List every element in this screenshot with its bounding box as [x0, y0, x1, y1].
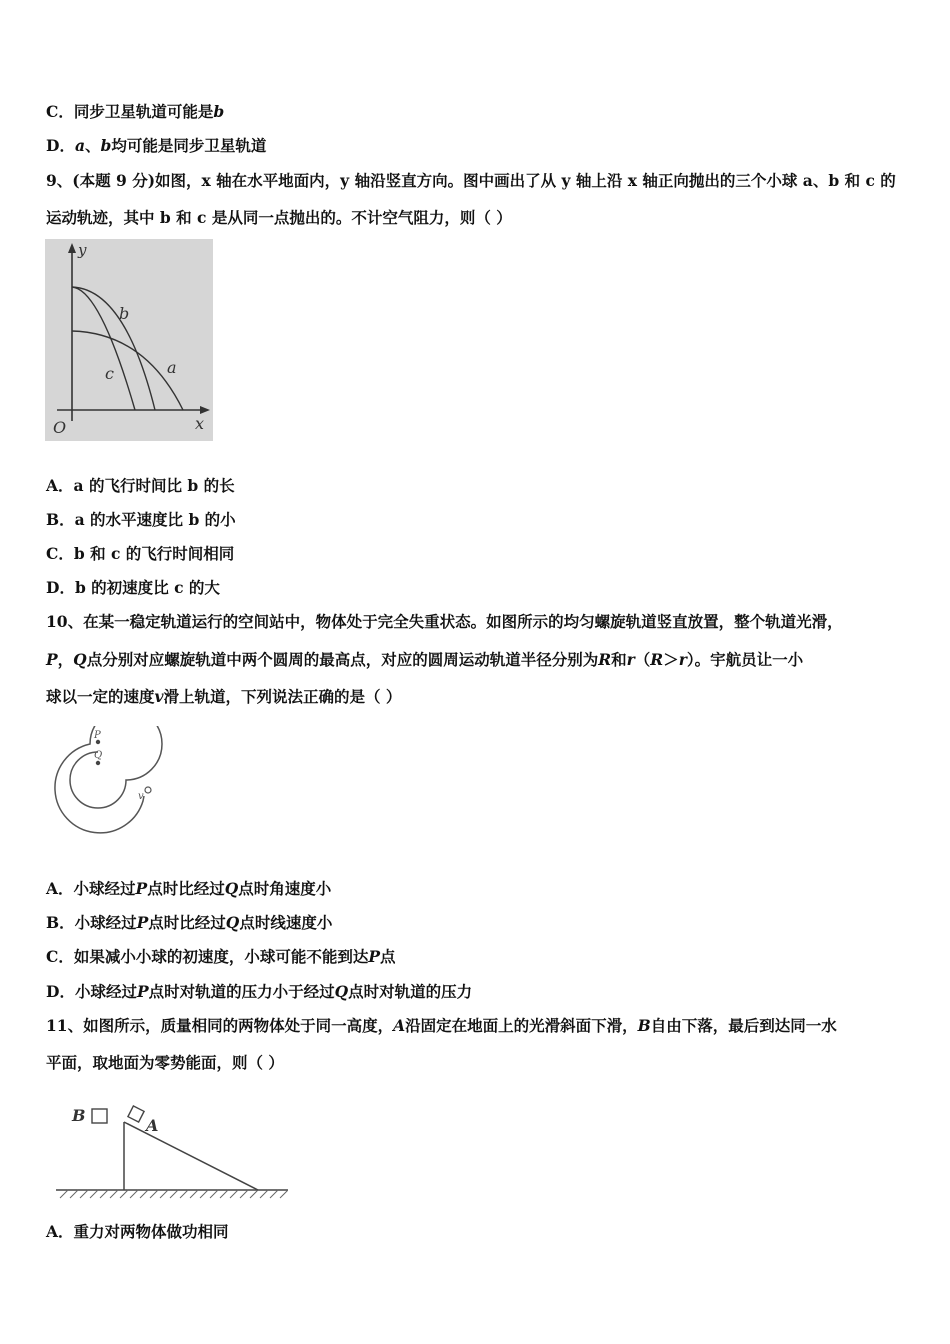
- option-c-prev: C．同步卫星轨道可能是b: [46, 102, 225, 121]
- q10-option-a: A．小球经过P点时比经过Q点时角速度小: [46, 879, 332, 898]
- q10-option-b: B．小球经过P点时比经过Q点时线速度小: [46, 913, 333, 932]
- option-label: A．: [46, 1222, 74, 1241]
- option-label: A．: [46, 879, 74, 898]
- y-label: y: [78, 241, 87, 259]
- option-d-prev: D．a、b均可能是同步卫星轨道: [46, 136, 267, 155]
- q10-spiral-track-figure: [52, 726, 164, 848]
- spiral-track: [55, 726, 162, 833]
- q10-stem-line1: 10、在某一稳定轨道运行的空间站中，物体处于完全失重状态。如图所示的均匀螺旋轨道竖直放置，整个轨道光滑，: [46, 612, 843, 631]
- q10-option-d: D．小球经过P点时对轨道的压力小于经过Q点时对轨道的压力: [46, 982, 473, 1001]
- q10-option-c: C．如果减小小球的初速度，小球可能不能到达P点: [46, 947, 396, 966]
- q10-stem-line3: 球以一定的速度v滑上轨道，下列说法正确的是（ ）: [46, 687, 402, 706]
- q-label: Q: [94, 750, 103, 761]
- curve-a-label: a: [167, 358, 177, 377]
- option-label: C．: [46, 544, 74, 563]
- option-label: B．: [46, 913, 75, 932]
- block-b: [92, 1109, 107, 1123]
- curve-b-label: b: [119, 304, 130, 323]
- block-a-label: A: [146, 1116, 159, 1135]
- q9-stem-line1: 9、(本题 9 分)如图，x 轴在水平地面内，y 轴沿竖直方向。图中画出了从 y 轴上沿 x 轴正向抛出的三个小球 a、b 和 c 的: [46, 171, 896, 190]
- option-label: B．: [46, 510, 75, 529]
- x-label: x: [195, 414, 205, 433]
- q11-stem-line1: 11、如图所示，质量相同的两物体处于同一高度，A沿固定在地面上的光滑斜面下滑，B自由下落，最后到达同一水: [46, 1016, 837, 1035]
- v-label: v: [138, 791, 144, 802]
- q9-stem-line2: 运动轨迹，其中 b 和 c 是从同一点抛出的。不计空气阻力，则（ ）: [46, 208, 512, 227]
- origin-label: O: [53, 418, 67, 437]
- option-label: C．: [46, 947, 74, 966]
- option-label: D．: [46, 136, 75, 155]
- q11-incline-figure: [56, 1098, 288, 1202]
- option-label: C．: [46, 102, 74, 121]
- block-a: [128, 1106, 144, 1122]
- q9-option-a: A．a 的飞行时间比 b 的长: [46, 476, 235, 495]
- curve-c-label: c: [105, 364, 114, 383]
- ball: [145, 787, 151, 793]
- q9-trajectory-figure: [45, 239, 213, 441]
- q11-stem-line2: 平面，取地面为零势能面，则（ ）: [46, 1053, 284, 1072]
- q9-option-c: C．b 和 c 的飞行时间相同: [46, 544, 235, 563]
- option-label: D．: [46, 982, 75, 1001]
- q9-option-b: B．a 的水平速度比 b 的小: [46, 510, 236, 529]
- option-label: D．: [46, 578, 75, 597]
- option-label: A．: [46, 476, 74, 495]
- block-b-label: B: [72, 1106, 86, 1125]
- q10-stem-line2: P，Q点分别对应螺旋轨道中两个圆周的最高点，对应的圆周运动轨道半径分别为R和r（R＞r）。宇航员让一小: [46, 650, 804, 669]
- ground-hatching: [60, 1190, 288, 1198]
- incline-slope: [124, 1122, 258, 1190]
- point-q: [96, 761, 100, 765]
- q9-option-d: D．b 的初速度比 c 的大: [46, 578, 220, 597]
- q11-option-a: A．重力对两物体做功相同: [46, 1222, 229, 1241]
- p-label: P: [94, 730, 101, 741]
